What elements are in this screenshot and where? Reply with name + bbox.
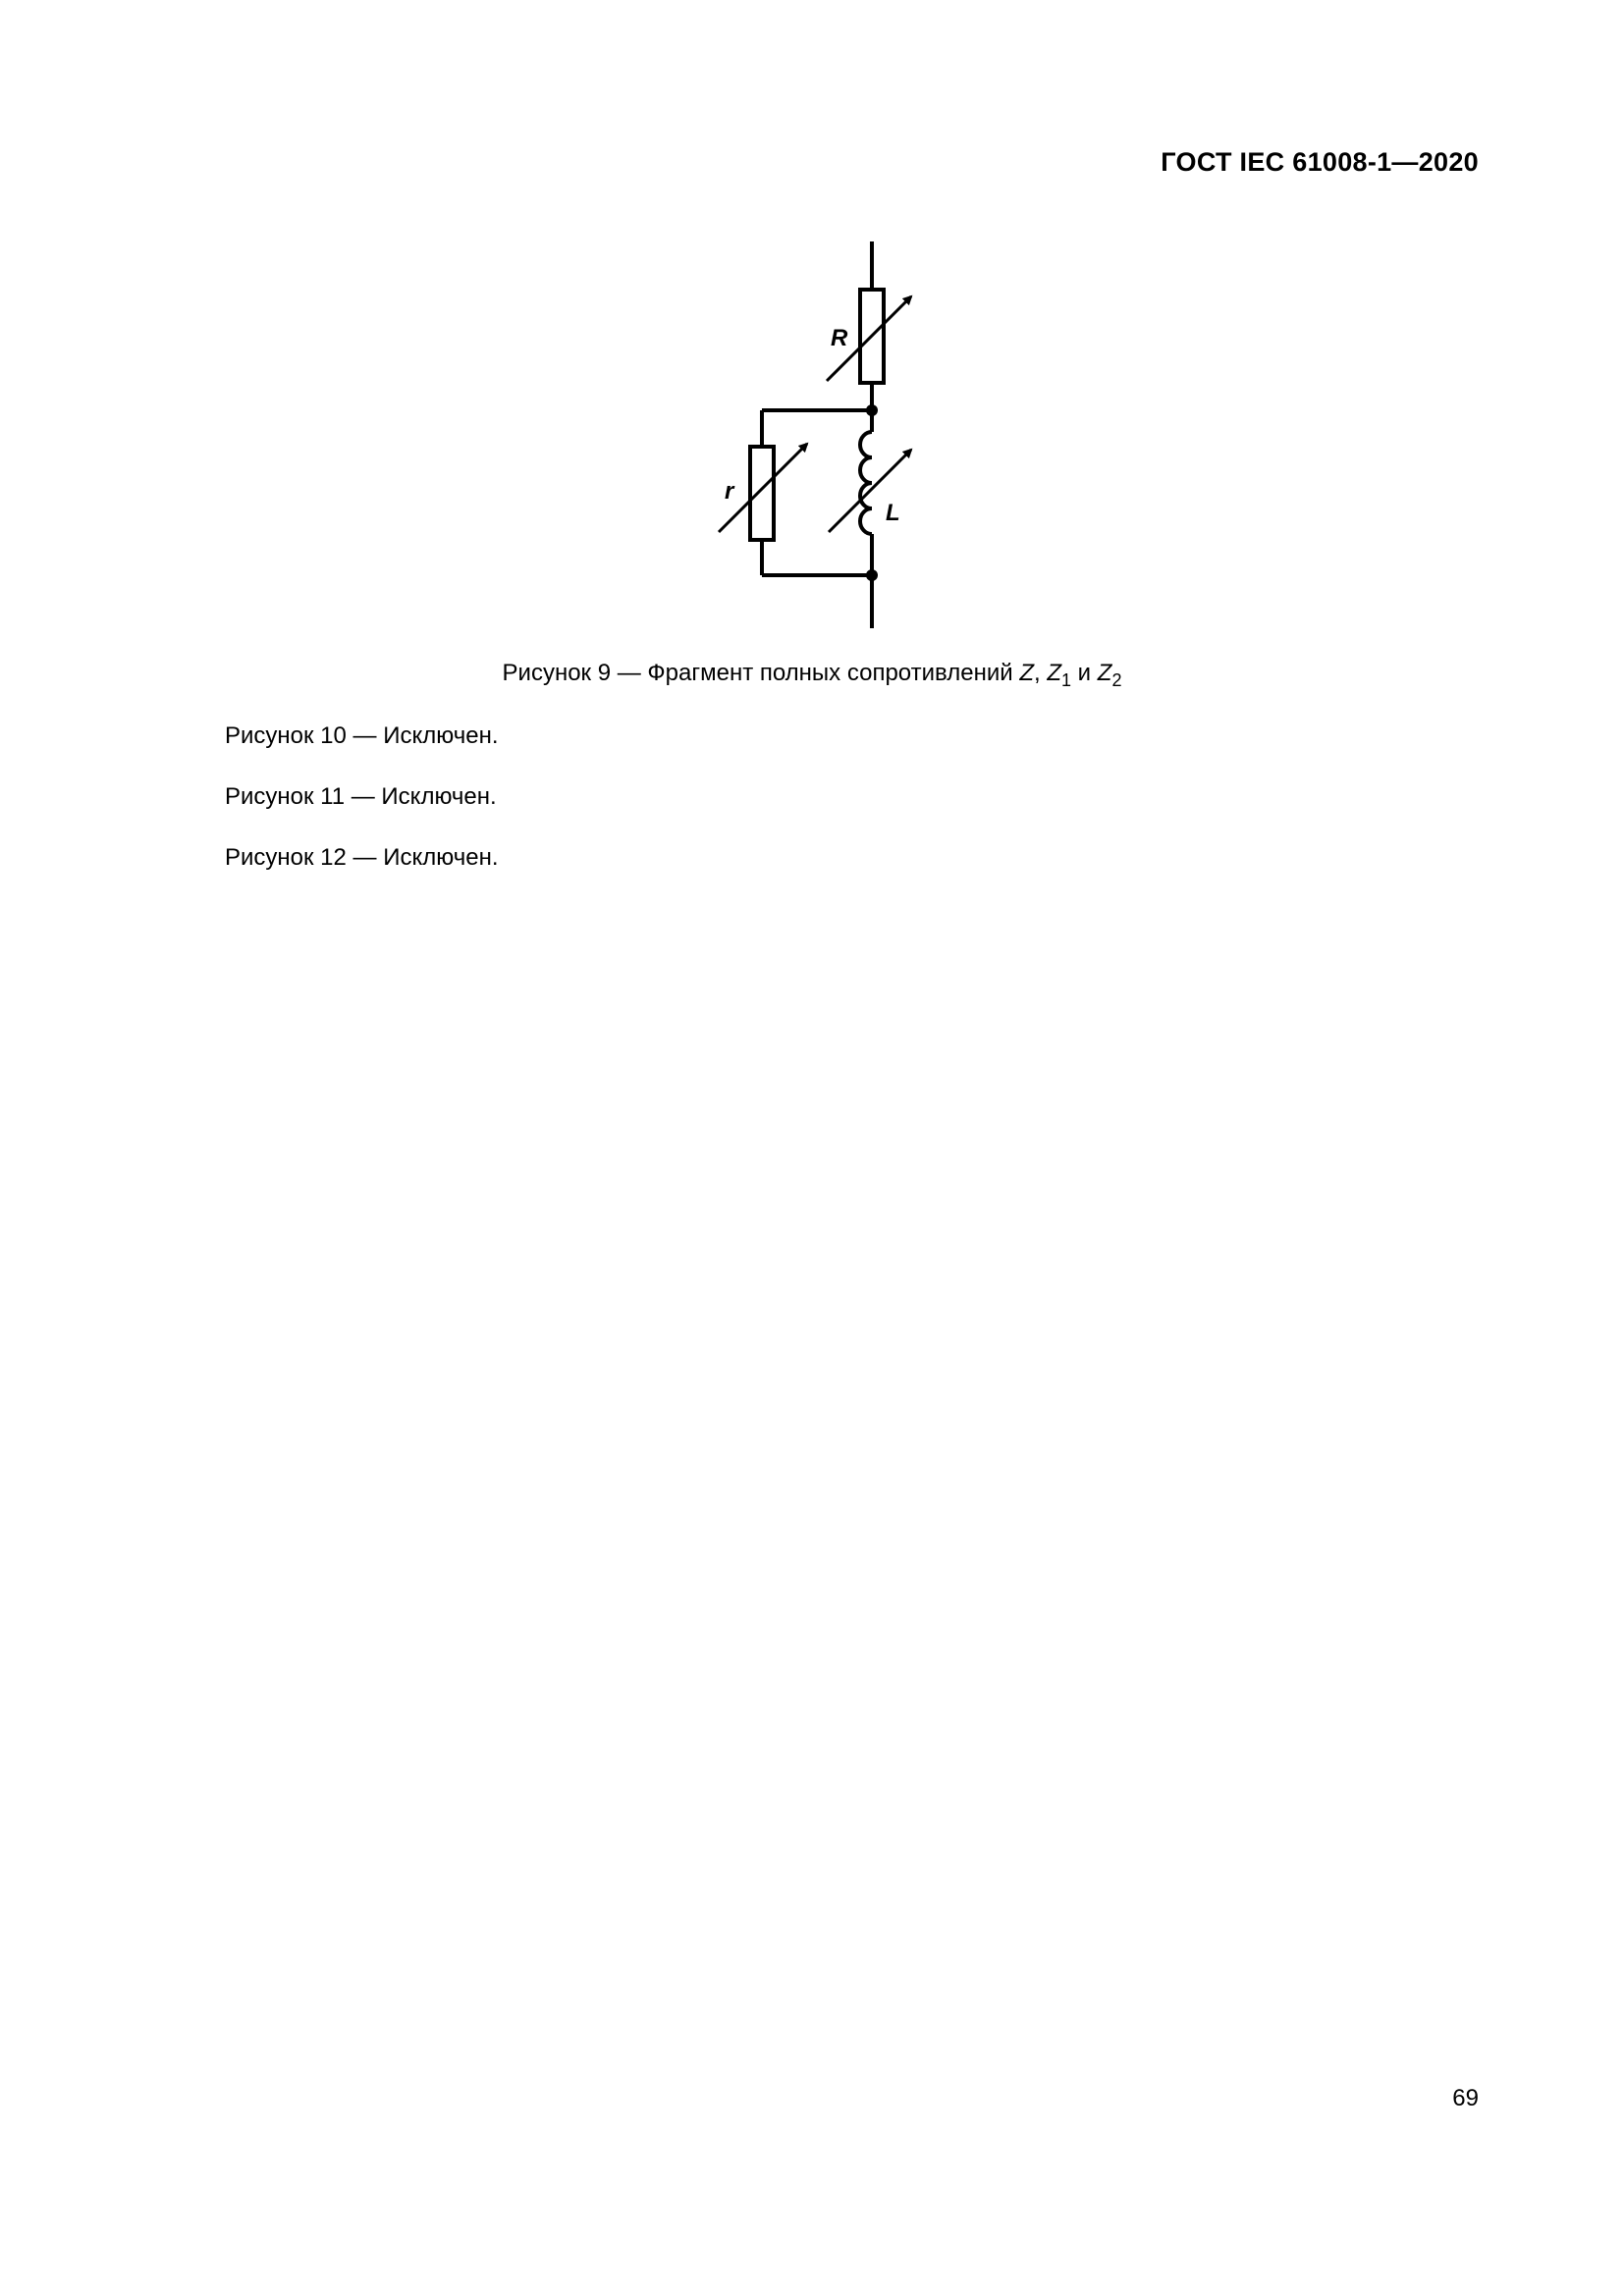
- excluded-figure-10: Рисунок 10 — Исключен.: [225, 722, 499, 749]
- caption-z: Z: [1019, 660, 1034, 686]
- label-R: R: [831, 325, 848, 351]
- junction-node-upper: [866, 404, 878, 416]
- excluded-figure-12: Рисунок 12 — Исключен.: [225, 844, 499, 871]
- figure-9-caption: [0, 660, 1624, 690]
- excluded-figure-11: Рисунок 11 — Исключен.: [225, 783, 497, 810]
- label-L: L: [886, 500, 900, 526]
- caption-prefix: Рисунок 9 — Фрагмент полных сопротивлений: [502, 660, 1020, 686]
- caption-z1: Z: [1047, 660, 1061, 686]
- label-r: r: [725, 478, 734, 505]
- caption-z2: Z: [1097, 660, 1112, 686]
- caption-z2-subscript: 2: [1111, 670, 1122, 690]
- figure-9-circuit-diagram: [707, 236, 943, 633]
- caption-and: и: [1071, 660, 1098, 686]
- junction-node-lower: [866, 569, 878, 581]
- resistor-r: [750, 447, 774, 540]
- page-number: 69: [1452, 2085, 1479, 2111]
- document-header: ГОСТ IEC 61008-1—2020: [1161, 147, 1479, 177]
- caption-comma: ,: [1033, 660, 1048, 686]
- circuit-svg: [707, 236, 943, 633]
- inductor-L: [860, 432, 872, 534]
- caption-z1-subscript: 1: [1061, 670, 1072, 690]
